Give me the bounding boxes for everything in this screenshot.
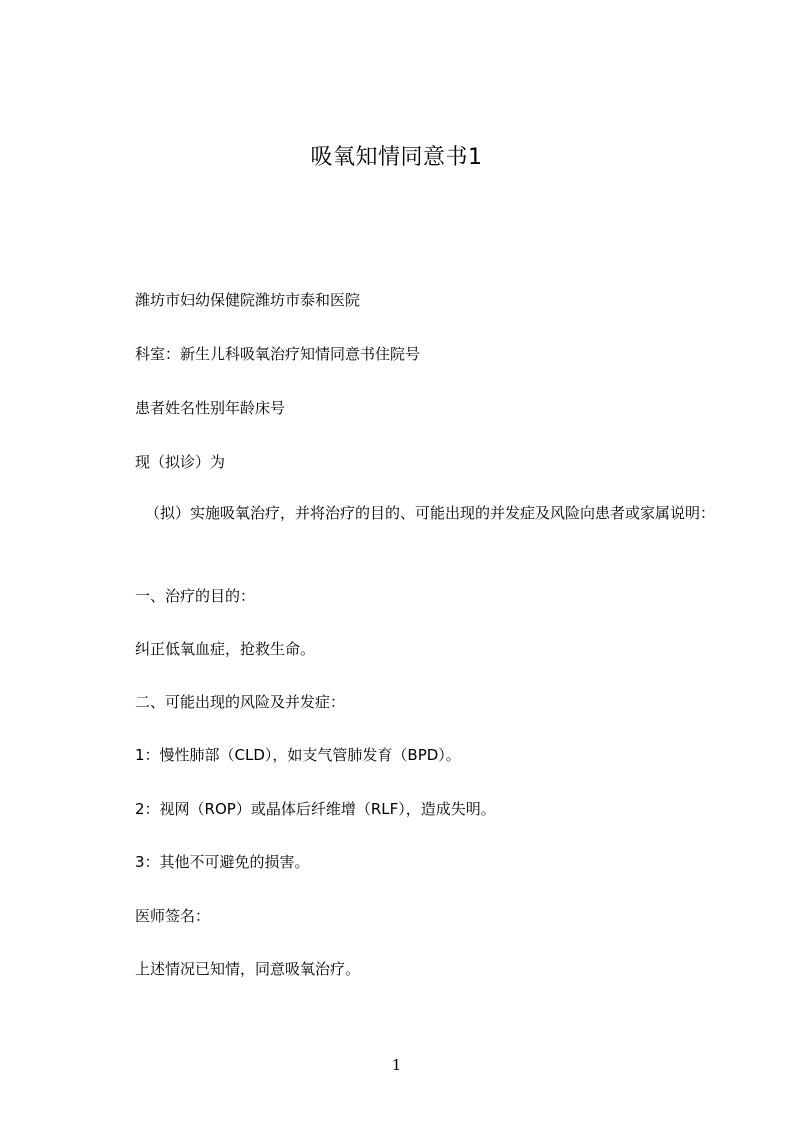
consent-statement: 上述情况已知情，同意吸氧治疗。 (135, 960, 361, 978)
treatment-statement: （拟）实施吸氧治疗，并将治疗的目的、可能出现的并发症及风险向患者或家属说明： (145, 504, 716, 522)
diagnosis-line: 现（拟诊）为 (135, 453, 226, 471)
risk-item-3: 3：其他不可避免的损害。 (135, 853, 310, 871)
department-line: 科室：新生儿科吸氧治疗知情同意书住院号 (135, 345, 421, 363)
doctor-signature-label: 医师签名： (135, 907, 211, 925)
section-heading-risks: 二、可能出现的风险及并发症： (135, 693, 346, 711)
risk-item-2: 2：视网（ROP）或晶体后纤维增（RLF），造成失明。 (135, 800, 496, 818)
patient-info-line: 患者姓名性别年龄床号 (135, 399, 286, 417)
section-heading-purpose: 一、治疗的目的： (135, 587, 256, 605)
hospital-name: 潍坊市妇幼保健院潍坊市泰和医院 (135, 291, 361, 309)
page-number: 1 (391, 1056, 402, 1074)
risk-item-1: 1：慢性肺部（CLD），如支气管肺发育（BPD）。 (135, 746, 461, 764)
document-title: 吸氧知情同意书1 (310, 145, 483, 170)
purpose-text: 纠正低氧血症，抢救生命。 (135, 640, 316, 658)
